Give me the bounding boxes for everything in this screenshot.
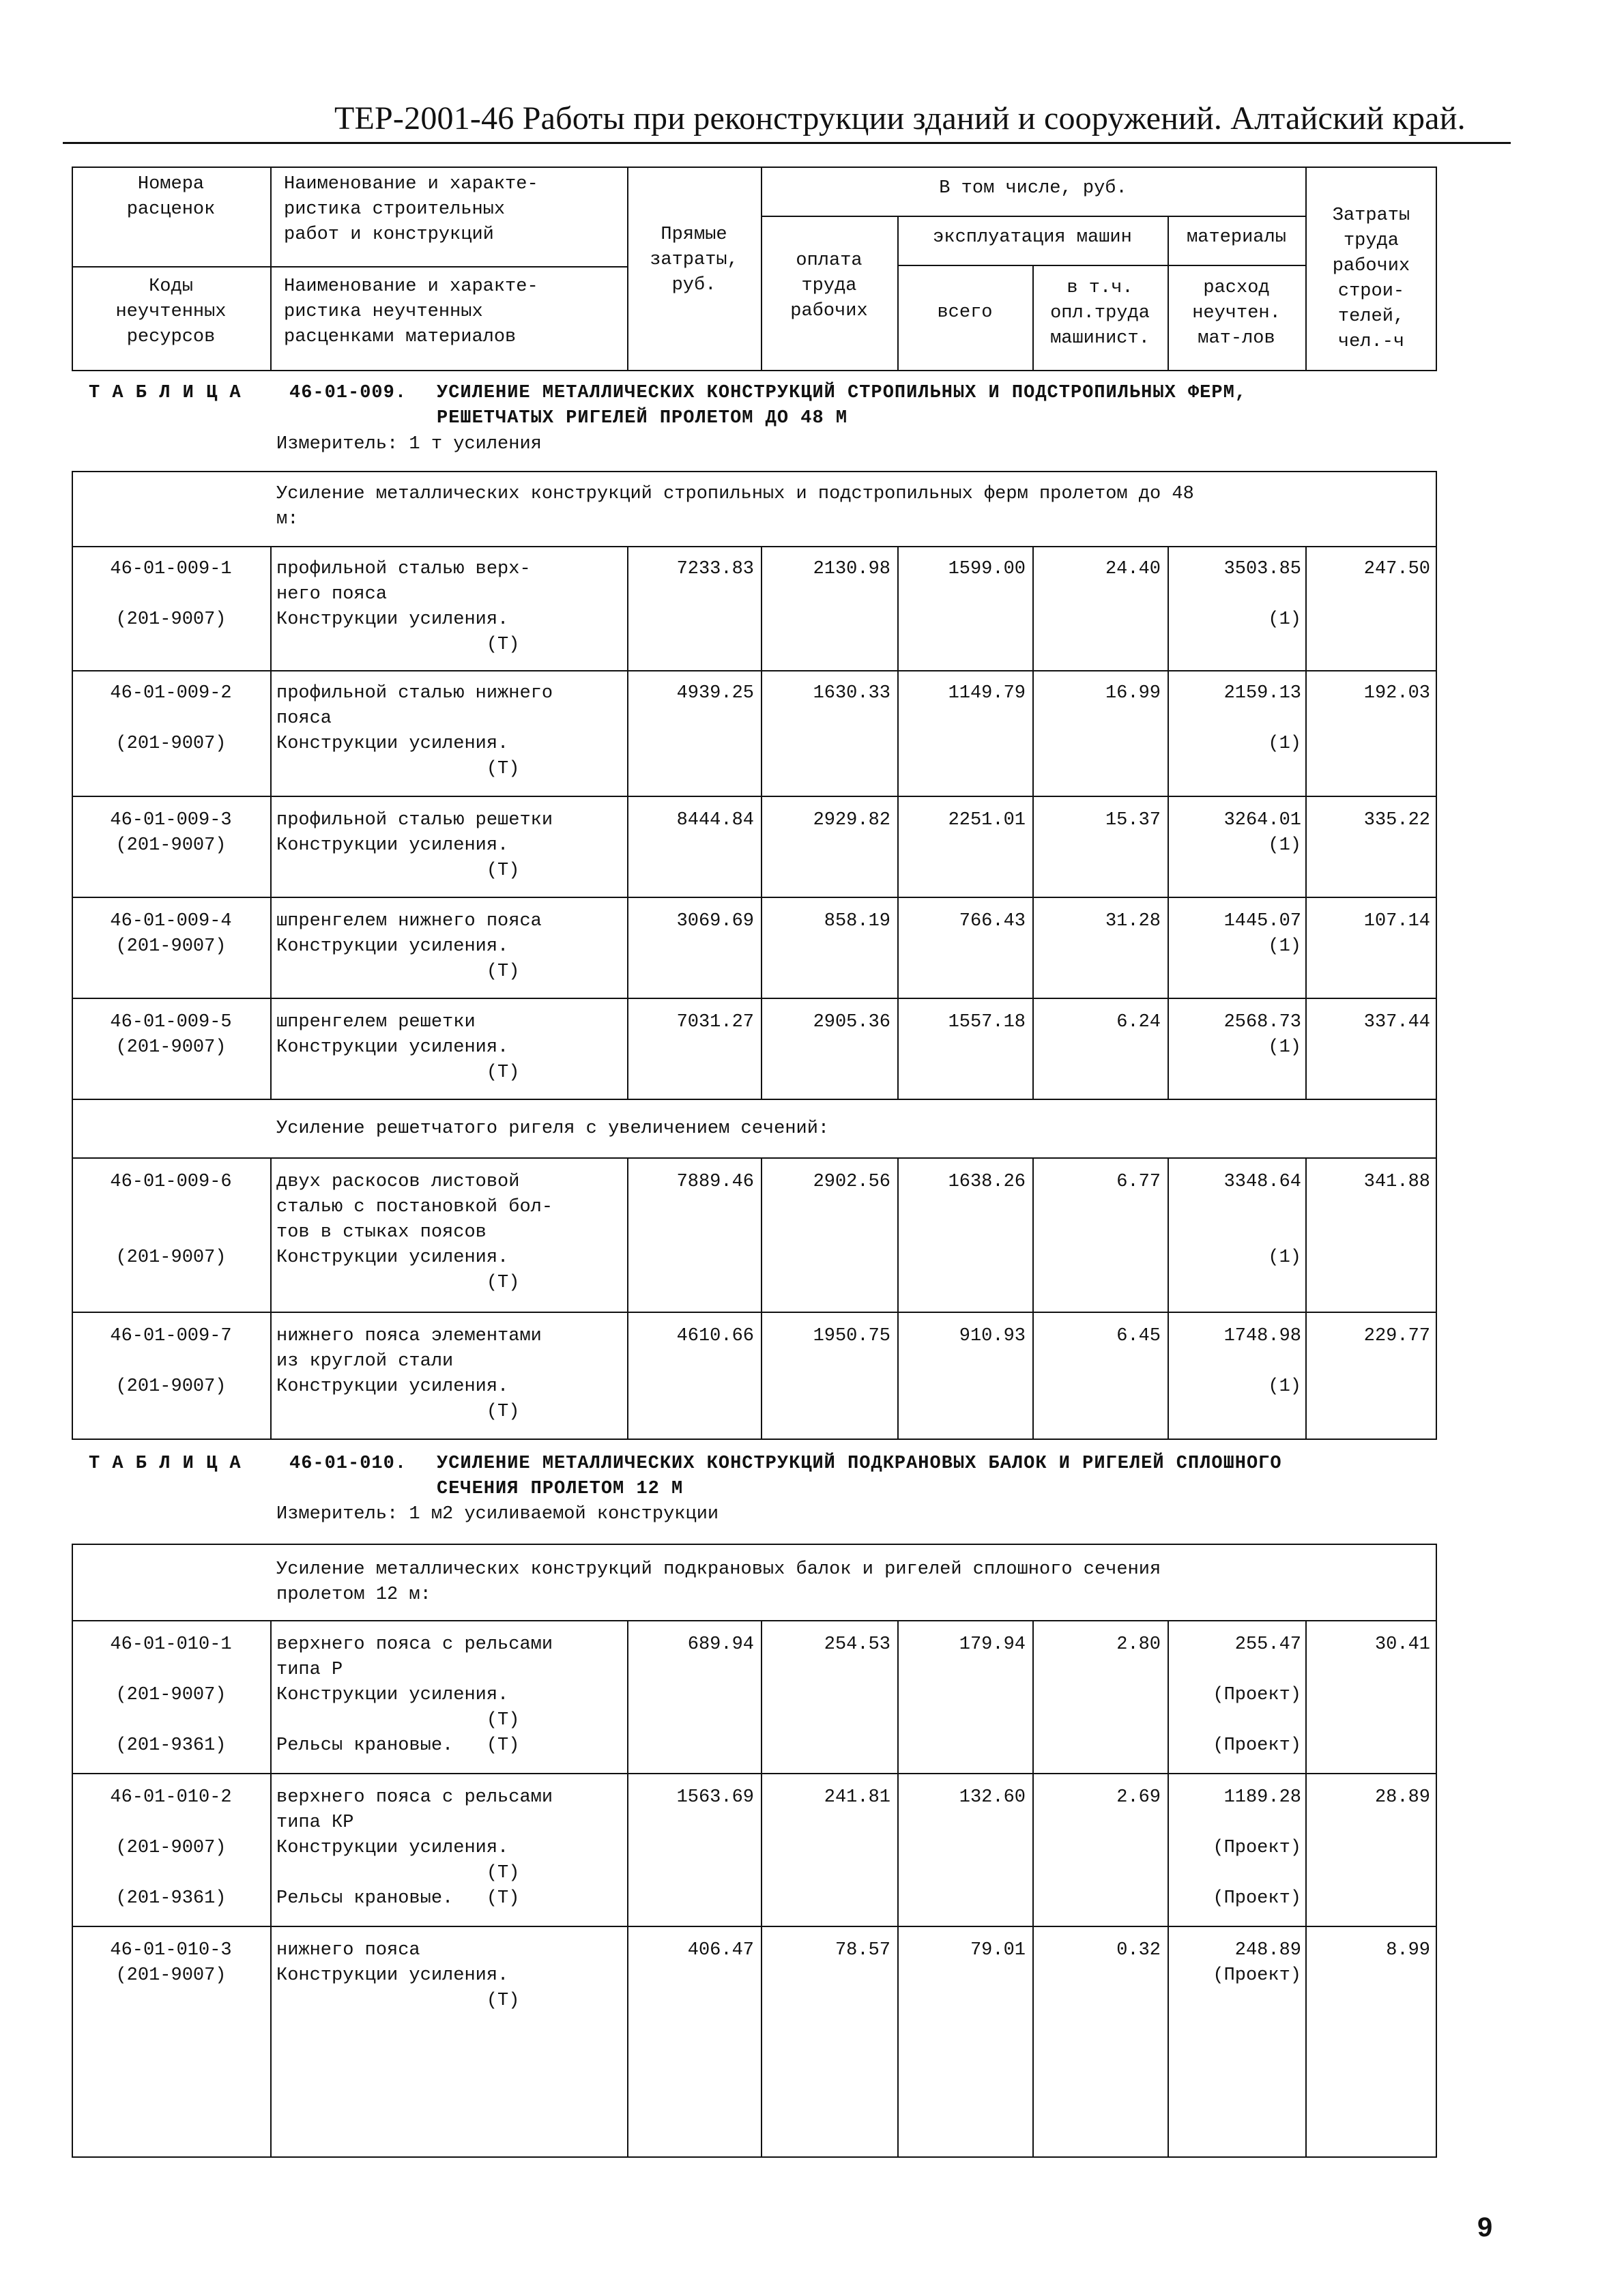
labor-hours: 247.50: [1363, 559, 1430, 579]
machines-total: 179.94: [959, 1634, 1026, 1655]
materials: 1189.28 (Проект) (Проект): [1213, 1787, 1301, 1909]
labor-hours: 335.22: [1363, 810, 1430, 830]
header-labor-cost: Затраты труда рабочих строи- телей, чел.-ч: [1332, 205, 1410, 352]
header-labor-pay: оплата труда рабочих: [790, 250, 868, 321]
machines-total: 1599.00: [948, 559, 1026, 579]
materials: 3264.01 (1): [1223, 810, 1301, 856]
materials: 2159.13 (1): [1223, 683, 1301, 754]
machines-pay: 6.45: [1116, 1326, 1161, 1346]
labor-hours: 30.41: [1374, 1634, 1430, 1655]
page-number: 9: [1477, 2212, 1493, 2242]
machines-pay: 6.77: [1116, 1172, 1161, 1192]
work-name: профильной сталью нижнего пояса Конструкции усиления. (Т): [276, 683, 553, 779]
materials: 2568.73 (1): [1223, 1012, 1301, 1058]
header-machines-total: всего: [937, 302, 993, 323]
labor-hours: 192.03: [1363, 683, 1430, 704]
machines-total: 1557.18: [948, 1012, 1026, 1032]
machines-total: 910.93: [959, 1326, 1026, 1346]
machines-pay: 31.28: [1105, 911, 1161, 931]
machines-pay: 2.80: [1116, 1634, 1161, 1655]
table2: [72, 1544, 1437, 2158]
rate-code: 46-01-009-3 (201-9007): [110, 810, 232, 856]
rate-code: 46-01-009-1 (201-9007): [110, 559, 232, 630]
materials: 3348.64 (1): [1223, 1172, 1301, 1268]
rate-code: 46-01-009-7 (201-9007): [110, 1326, 232, 1397]
table2-caption: УСИЛЕНИЕ МЕТАЛЛИЧЕСКИХ КОНСТРУКЦИЙ ПОДКРАНОВЫХ БАЛОК И РИГЕЛЕЙ СПЛОШНОГО СЕЧЕНИЯ ПРОЛЕТОМ 12 М: [437, 1454, 1282, 1499]
machines-pay: 16.99: [1105, 683, 1161, 704]
header-direct-costs: Прямые затраты, руб.: [650, 225, 738, 295]
labor-hours: 341.88: [1363, 1172, 1430, 1192]
materials: 248.89 (Проект): [1213, 1940, 1301, 1986]
work-name: шпренгелем решетки Конструкции усиления. (Т): [276, 1012, 520, 1083]
table1-section1: Усиление металлических конструкций стропильных и подстропильных ферм пролетом до 48 м:: [276, 484, 1194, 530]
header-machines-incl: в т.ч. опл.труда машинист.: [1050, 278, 1150, 349]
table2-code: 46-01-010.: [289, 1454, 407, 1474]
materials: 1445.07 (1): [1223, 911, 1301, 957]
direct-cost: 7233.83: [676, 559, 754, 579]
work-name: нижнего пояса элементами из круглой стали Конструкции усиления. (Т): [276, 1326, 542, 1422]
machines-pay: 24.40: [1105, 559, 1161, 579]
labor-pay: 241.81: [824, 1787, 890, 1808]
labor-pay: 2902.56: [813, 1172, 890, 1192]
machines-pay: 2.69: [1116, 1787, 1161, 1808]
labor-pay: 1950.75: [813, 1326, 890, 1346]
materials: 255.47 (Проект) (Проект): [1213, 1634, 1301, 1756]
header-rule: [63, 142, 1511, 144]
table2-section1: Усиление металлических конструкций подкрановых балок и ригелей сплошного сечения пролетом 12 м:: [276, 1559, 1161, 1605]
machines-total: 766.43: [959, 911, 1026, 931]
labor-hours: 107.14: [1363, 911, 1430, 931]
header-materials: материалы: [1187, 227, 1286, 248]
labor-hours: 229.77: [1363, 1326, 1430, 1346]
machines-total: 1149.79: [948, 683, 1026, 704]
direct-cost: 7031.27: [676, 1012, 754, 1032]
rate-code: 46-01-010-2 (201-9007) (201-9361): [110, 1787, 232, 1909]
table1: [72, 471, 1437, 1440]
work-name: нижнего пояса Конструкции усиления. (Т): [276, 1940, 520, 2011]
work-name: профильной сталью решетки Конструкции усиления. (Т): [276, 810, 553, 881]
table1-unit: Измеритель: 1 т усиления: [276, 434, 542, 454]
direct-cost: 406.47: [687, 1940, 754, 1961]
table1-caption: УСИЛЕНИЕ МЕТАЛЛИЧЕСКИХ КОНСТРУКЦИЙ СТРОПИЛЬНЫХ И ПОДСТРОПИЛЬНЫХ ФЕРМ, РЕШЕТЧАТЫХ РИГЕЛЕЙ ПРОЛЕТОМ ДО 48 М: [437, 383, 1247, 429]
labor-pay: 1630.33: [813, 683, 890, 704]
direct-cost: 3069.69: [676, 911, 754, 931]
table2-label: Т А Б Л И Ц А: [89, 1454, 242, 1474]
header-material-name: Наименование и характе- ристика неучтенных расценками материалов: [284, 276, 538, 347]
machines-total: 132.60: [959, 1787, 1026, 1808]
direct-cost: 689.94: [687, 1634, 754, 1655]
labor-hours: 337.44: [1363, 1012, 1430, 1032]
machines-total: 2251.01: [948, 810, 1026, 830]
header-rate-numbers: Номера расценок: [126, 174, 216, 220]
header-work-name: Наименование и характе- ристика строительных работ и конструкций: [284, 174, 538, 245]
rate-code: 46-01-010-1 (201-9007) (201-9361): [110, 1634, 232, 1756]
direct-cost: 4610.66: [676, 1326, 754, 1346]
rate-code: 46-01-009-5 (201-9007): [110, 1012, 232, 1058]
materials: 3503.85 (1): [1223, 559, 1301, 630]
work-name: верхнего пояса с рельсами типа Р Конструкции усиления. (Т) Рельсы крановые. (Т): [276, 1634, 553, 1756]
labor-pay: 254.53: [824, 1634, 890, 1655]
direct-cost: 4939.25: [676, 683, 754, 704]
rate-code: 46-01-010-3 (201-9007): [110, 1940, 232, 1986]
labor-pay: 858.19: [824, 911, 890, 931]
labor-pay: 78.57: [835, 1940, 890, 1961]
header-materials-sub: расход неучтен. мат-лов: [1192, 278, 1281, 349]
header-machines: эксплуатация машин: [933, 227, 1132, 248]
machines-total: 79.01: [970, 1940, 1026, 1961]
column-header: [72, 167, 1437, 371]
table1-code: 46-01-009.: [289, 383, 407, 403]
machines-pay: 0.32: [1116, 1940, 1161, 1961]
page-title: ТЕР-2001-46 Работы при реконструкции зданий и сооружений. Алтайский край.: [334, 100, 1466, 136]
work-name: двух раскосов листовой сталью с постановкой бол- тов в стыках поясов Конструкции усиления. (Т): [276, 1172, 553, 1293]
rate-code: 46-01-009-6 (201-9007): [110, 1172, 232, 1268]
labor-pay: 2929.82: [813, 810, 890, 830]
rate-code: 46-01-009-4 (201-9007): [110, 911, 232, 957]
labor-pay: 2130.98: [813, 559, 890, 579]
work-name: профильной сталью верх- него пояса Конструкции усиления. (Т): [276, 559, 531, 655]
header-resource-codes: Коды неучтенных ресурсов: [115, 276, 227, 347]
rate-code: 46-01-009-2 (201-9007): [110, 683, 232, 754]
machines-pay: 15.37: [1105, 810, 1161, 830]
labor-pay: 2905.36: [813, 1012, 890, 1032]
table1-section2: Усиление решетчатого ригеля с увеличением сечений:: [276, 1118, 830, 1139]
labor-hours: 8.99: [1386, 1940, 1430, 1961]
table1-label: Т А Б Л И Ц А: [89, 383, 242, 403]
direct-cost: 8444.84: [676, 810, 754, 830]
machines-total: 1638.26: [948, 1172, 1026, 1192]
header-including: В том числе, руб.: [939, 178, 1127, 199]
work-name: шпренгелем нижнего пояса Конструкции усиления. (Т): [276, 911, 542, 982]
machines-pay: 6.24: [1116, 1012, 1161, 1032]
direct-cost: 7889.46: [676, 1172, 754, 1192]
work-name: верхнего пояса с рельсами типа КР Конструкции усиления. (Т) Рельсы крановые. (Т): [276, 1787, 553, 1909]
table2-unit: Измеритель: 1 м2 усиливаемой конструкции: [276, 1504, 719, 1524]
direct-cost: 1563.69: [676, 1787, 754, 1808]
labor-hours: 28.89: [1374, 1787, 1430, 1808]
materials: 1748.98 (1): [1223, 1326, 1301, 1397]
